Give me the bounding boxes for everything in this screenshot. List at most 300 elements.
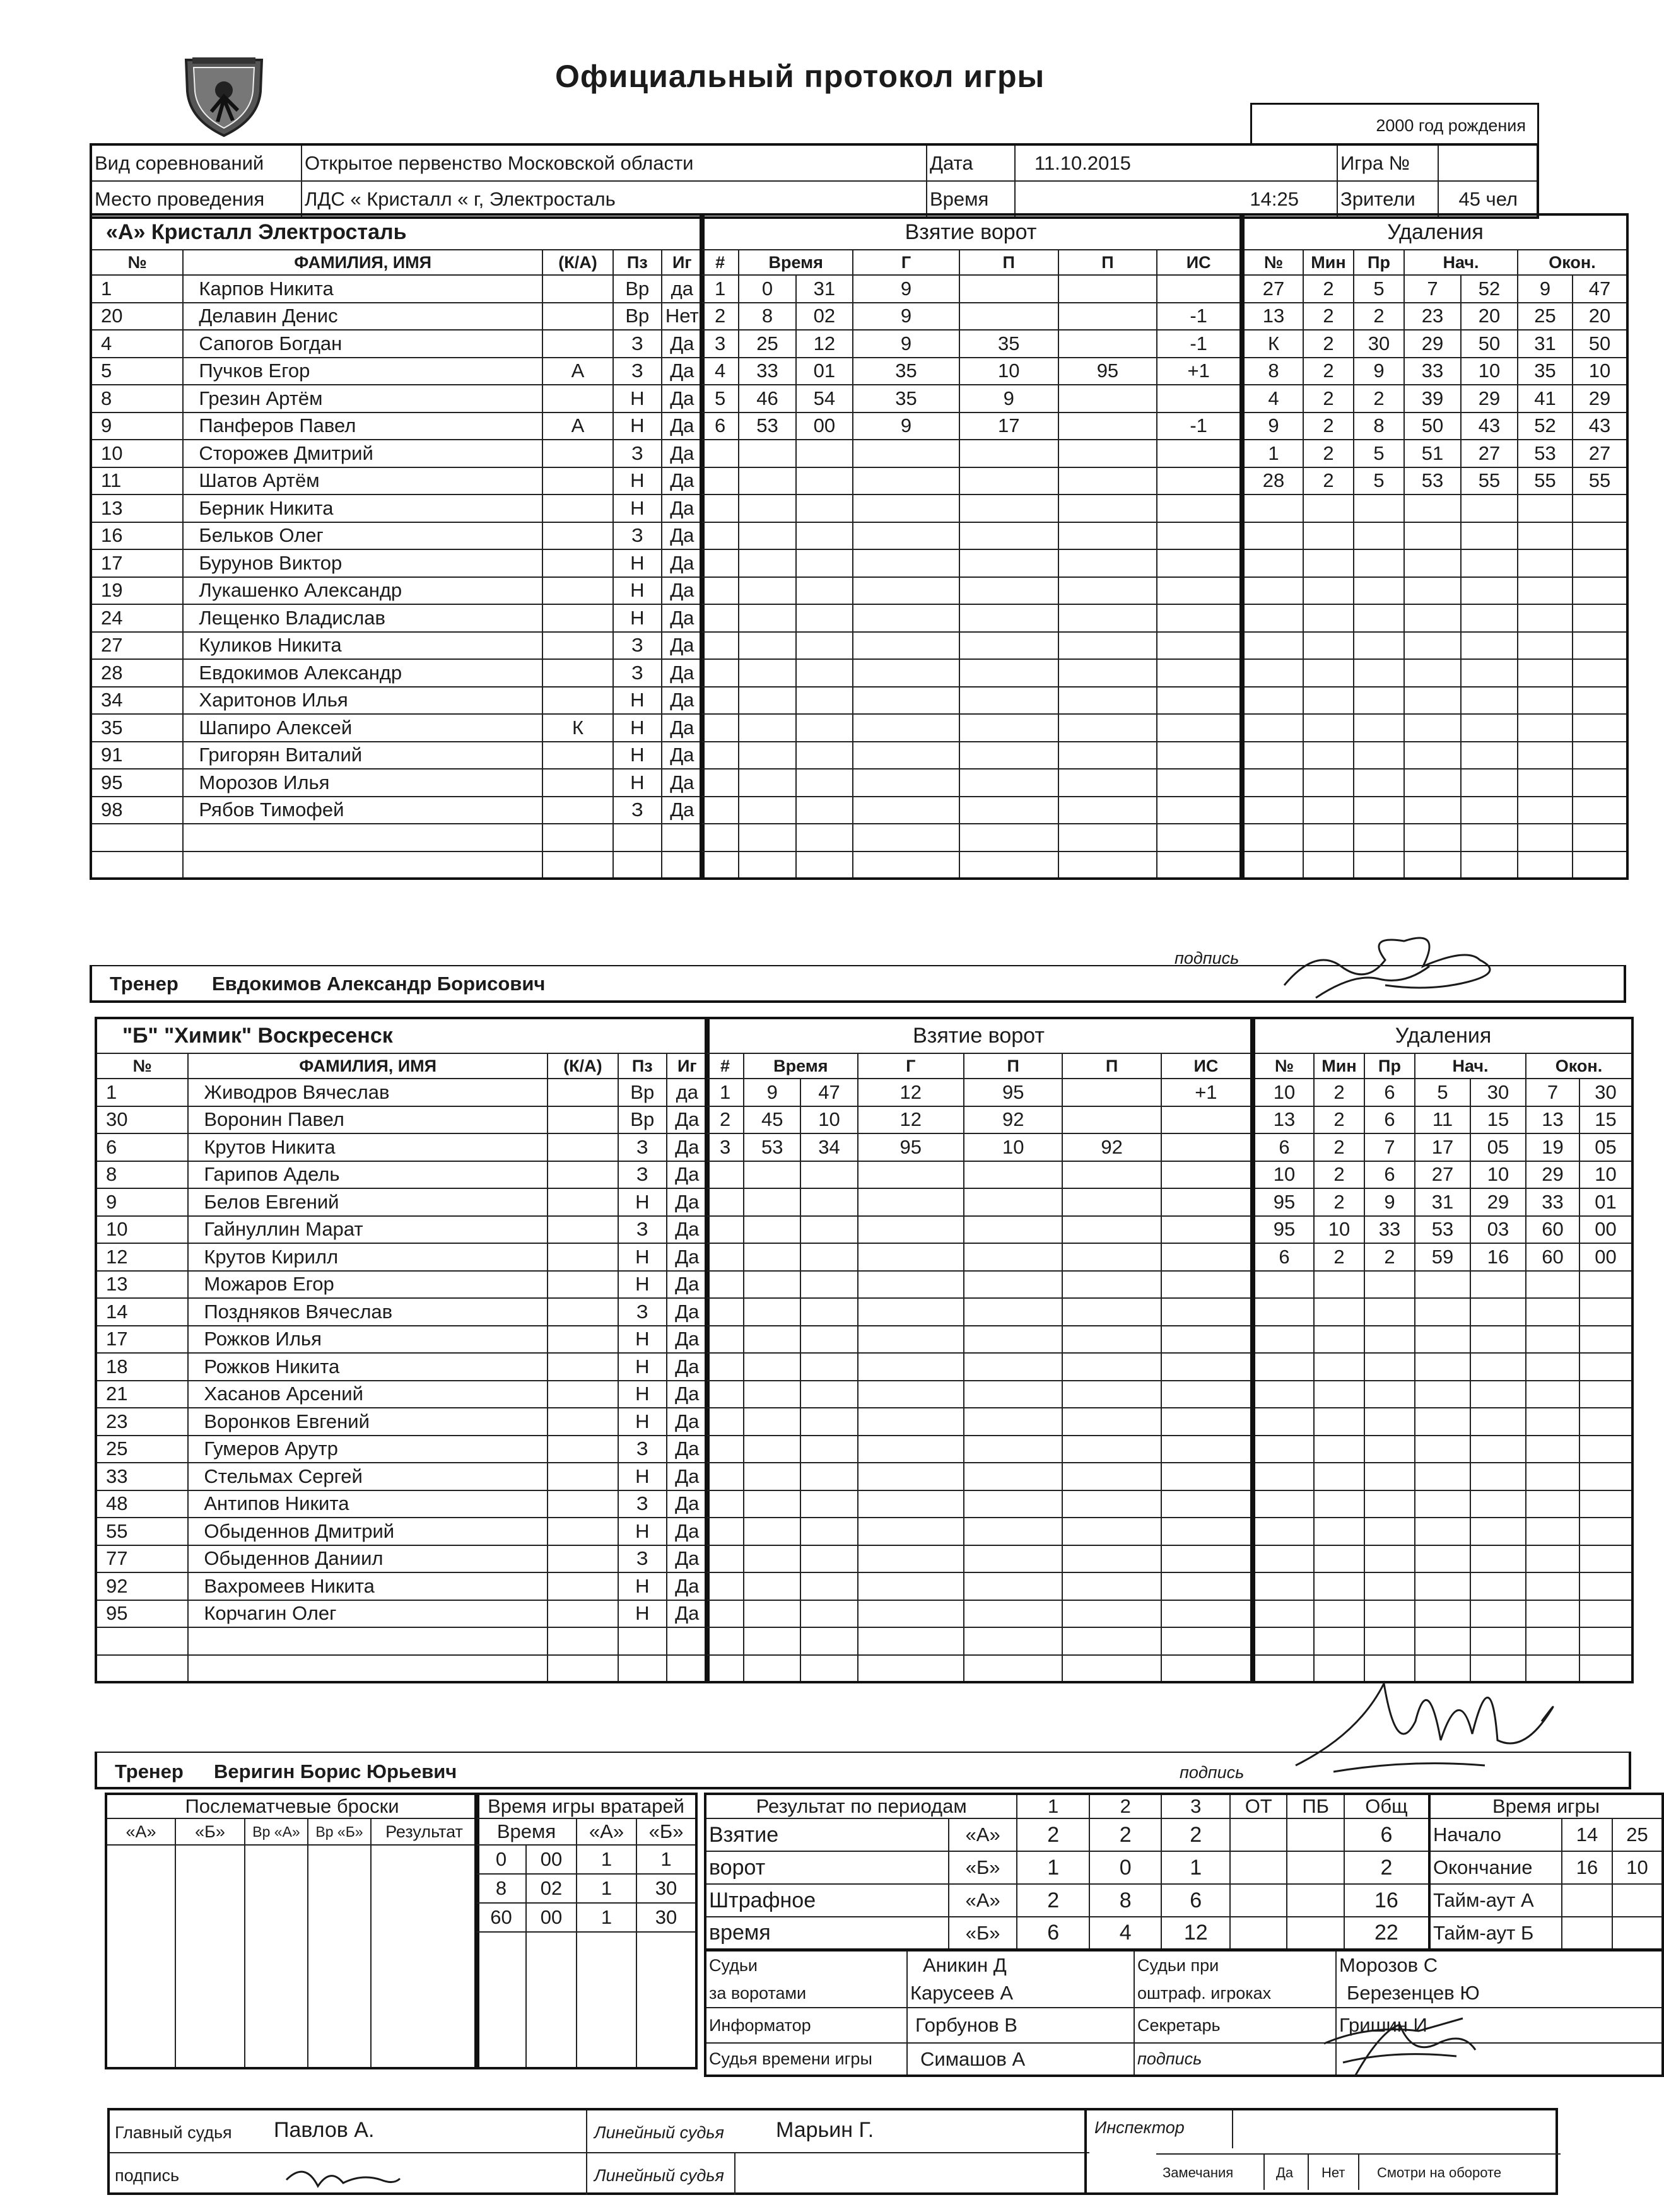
goal-second: [796, 714, 853, 742]
penalty-end-sec: [1573, 549, 1627, 577]
penalty-start-min: [1415, 1600, 1470, 1628]
goal-second: [796, 467, 853, 495]
goal-minute: 45: [744, 1106, 800, 1134]
player-position: Вр: [613, 275, 662, 303]
team-b-roster: [95, 1017, 710, 1683]
penalty-player: [1254, 1463, 1314, 1490]
player-row: [91, 797, 703, 824]
goals-a-p1: 2: [1017, 1818, 1089, 1851]
penalty-start-min: [1404, 769, 1461, 797]
team-a-section: [90, 213, 1611, 1009]
place-value: ЛДС « Кристалл « г, Электросталь: [302, 181, 927, 218]
player-number: 10: [96, 1216, 188, 1244]
goal-situation: [1157, 851, 1241, 879]
player-name: Шатов Артём: [183, 467, 542, 495]
goal-scorer: [858, 1490, 964, 1518]
goal-judges: [907, 1950, 1134, 2008]
game-end-label: Окончание: [1429, 1851, 1562, 1884]
goal-assist-2: [1058, 742, 1157, 770]
penalty-end-min: [1518, 769, 1573, 797]
player-position: Вр: [618, 1106, 667, 1134]
player-position: Н: [618, 1408, 667, 1436]
shootout-col-goalie-b: Вр «Б»: [308, 1818, 371, 1845]
penalty-minutes: 2: [1303, 440, 1354, 467]
player-position: Н: [618, 1572, 667, 1600]
goal-row: [701, 385, 1241, 413]
penalty-end-sec: 15: [1579, 1106, 1632, 1134]
player-played: Да: [662, 467, 703, 495]
player-number: 14: [96, 1298, 188, 1326]
goal-assist-2: [1062, 1188, 1161, 1216]
penalty-row: [1254, 1572, 1632, 1600]
player-row: [91, 549, 703, 577]
goal-scorer: [853, 440, 959, 467]
goal-scorer: [858, 1408, 964, 1436]
penalty-row: [1254, 1436, 1632, 1463]
goal-row: [706, 1463, 1251, 1490]
goal-second: 02: [796, 303, 853, 331]
penalty-end-sec: 50: [1573, 330, 1627, 358]
penalty-player: [1254, 1518, 1314, 1545]
penalty-reason: 5: [1354, 275, 1404, 303]
player-played: Да: [667, 1298, 708, 1326]
player-number: 21: [96, 1381, 188, 1408]
penalty-start-min: 50: [1404, 413, 1461, 440]
penalty-minutes: [1314, 1490, 1364, 1518]
player-row: [96, 1161, 708, 1189]
penalty-row: [1254, 1518, 1632, 1545]
goal-minute: [739, 687, 795, 715]
goal-assist-1: [959, 851, 1058, 879]
goal-minute: [739, 659, 795, 687]
player-row: [91, 632, 703, 660]
penalty-row: [1254, 1271, 1632, 1299]
penalty-end-min: 29: [1526, 1161, 1579, 1189]
goal-row: [706, 1408, 1251, 1436]
penalty-minutes: [1314, 1436, 1364, 1463]
penalty-end-min: [1518, 632, 1573, 660]
goals-b-so: [1287, 1851, 1344, 1884]
penalty-minutes: [1303, 824, 1354, 851]
player-number: 18: [96, 1353, 188, 1381]
goal-assist-1: 10: [959, 358, 1058, 385]
goal-minute: [739, 769, 795, 797]
game-end-minute: 10: [1612, 1851, 1663, 1884]
player-number: 9: [96, 1188, 188, 1216]
penalty-start-sec: 03: [1470, 1216, 1526, 1244]
penalty-minutes: 2: [1303, 358, 1354, 385]
penalty-reason: 8: [1354, 413, 1404, 440]
goalie-a-number: 1: [577, 1874, 636, 1903]
penalty-start-sec: 16: [1470, 1243, 1526, 1271]
goal-situation: -1: [1157, 330, 1241, 358]
player-position: Н: [613, 577, 662, 605]
player-played: Да: [667, 1188, 708, 1216]
goal-assist-1: [964, 1188, 1062, 1216]
penalty-minutes: [1314, 1298, 1364, 1326]
player-played: Да: [667, 1600, 708, 1628]
penalty-start-min: 29: [1404, 330, 1461, 358]
penalty-reason: 5: [1354, 440, 1404, 467]
penalty-row: [1254, 1216, 1632, 1244]
goal-minute: 8: [739, 303, 795, 331]
goal-row: [701, 549, 1241, 577]
goalie-change-second: 00: [526, 1903, 577, 1932]
penalty-start-min: 27: [1415, 1161, 1470, 1189]
team-a-coach-name: Евдокимов Александр Борисович: [212, 973, 546, 995]
secretary-name: Гришин И: [1336, 2008, 1663, 2043]
officials-table: [704, 1949, 1664, 2077]
goal-minute: [744, 1243, 800, 1271]
birth-year: 2000 год рождения: [1376, 116, 1526, 135]
goalie-col-time: Время: [476, 1818, 577, 1845]
player-role: [548, 1106, 618, 1134]
penalty-end-min: 33: [1526, 1188, 1579, 1216]
penalty-player: 28: [1243, 467, 1303, 495]
penalty-end-min: [1518, 549, 1573, 577]
goal-second: [800, 1463, 857, 1490]
player-name: Хасанов Арсений: [188, 1381, 548, 1408]
penalty-start-sec: [1461, 797, 1518, 824]
penalty-reason: 9: [1354, 358, 1404, 385]
player-position: Н: [613, 687, 662, 715]
player-role: [548, 1627, 618, 1655]
goal-row: [701, 330, 1241, 358]
goal-scorer: [853, 687, 959, 715]
penalty-end-sec: 29: [1573, 385, 1627, 413]
goal-assist-2: [1062, 1545, 1161, 1573]
penalty-start-sec: [1461, 851, 1518, 879]
pen-col-start: Нач.: [1415, 1053, 1526, 1079]
goal-second: [800, 1518, 857, 1545]
team-a-coach-row: [90, 949, 1626, 1003]
player-position: Вр: [618, 1079, 667, 1106]
penalty-end-sec: [1573, 714, 1627, 742]
penalty-end-min: [1526, 1600, 1579, 1628]
shootout-col-b: «Б»: [175, 1818, 245, 1845]
goal-assist-2: [1058, 797, 1157, 824]
penalty-end-sec: [1573, 522, 1627, 550]
player-name: Шапиро Алексей: [183, 714, 542, 742]
penalty-row: [1243, 385, 1627, 413]
penalty-reason: 2: [1354, 385, 1404, 413]
goal-assist-1: [964, 1436, 1062, 1463]
goal-scorer: [853, 824, 959, 851]
penalty-start-min: 31: [1415, 1188, 1470, 1216]
game-time-title: Время игры: [1429, 1794, 1663, 1818]
penalty-end-min: 60: [1526, 1216, 1579, 1244]
player-name: [188, 1655, 548, 1683]
goal-row: [706, 1216, 1251, 1244]
goal-minute: [744, 1627, 800, 1655]
timekeeper-name: Симашов А: [907, 2043, 1134, 2076]
goal-minute: [744, 1381, 800, 1408]
penalty-player: [1243, 851, 1303, 879]
player-position: З: [618, 1545, 667, 1573]
referees-section: [107, 2108, 1558, 2196]
player-row: [91, 714, 703, 742]
player-row: [96, 1463, 708, 1490]
goal-scorer: [858, 1518, 964, 1545]
goal-second: [800, 1161, 857, 1189]
penalty-end-min: [1518, 851, 1573, 879]
goal-number: [701, 742, 739, 770]
goal-assist-2: [1062, 1408, 1161, 1436]
penalty-start-sec: [1470, 1436, 1526, 1463]
goal-assist-2: [1062, 1381, 1161, 1408]
penalty-reason: [1364, 1298, 1415, 1326]
goalie-time-title: Время игры вратарей: [476, 1794, 696, 1818]
goal-number: [706, 1243, 744, 1271]
player-row: [96, 1655, 708, 1683]
penalty-start-min: 33: [1404, 358, 1461, 385]
player-name: Белов Евгений: [188, 1188, 548, 1216]
penalty-end-sec: [1579, 1298, 1632, 1326]
goal-second: [800, 1188, 857, 1216]
penalty-end-min: [1526, 1353, 1579, 1381]
penalty-reason: [1364, 1490, 1415, 1518]
goal-scorer: [853, 494, 959, 522]
penalty-row: [1254, 1490, 1632, 1518]
penalty-start-sec: 05: [1470, 1133, 1526, 1161]
goal-minute: 46: [739, 385, 795, 413]
player-number: 27: [91, 632, 183, 660]
penalty-minutes: [1314, 1518, 1364, 1545]
penalty-end-sec: 47: [1573, 275, 1627, 303]
goal-scorer: [858, 1161, 964, 1189]
period-3: 3: [1161, 1794, 1230, 1818]
goal-second: [796, 632, 853, 660]
player-position: Н: [618, 1381, 667, 1408]
penalty-start-min: [1415, 1518, 1470, 1545]
goal-row: [706, 1627, 1251, 1655]
player-name: Берник Никита: [183, 494, 542, 522]
main-referee-signature: [280, 2155, 406, 2196]
goal-minute: [739, 604, 795, 632]
goal-situation: [1161, 1545, 1251, 1573]
goal-second: [800, 1490, 857, 1518]
player-name: Панферов Павел: [183, 413, 542, 440]
goal-assist-2: [1058, 413, 1157, 440]
penalty-minutes: 2: [1314, 1133, 1364, 1161]
goal-second: [800, 1271, 857, 1299]
goal-col-situation: ИС: [1157, 250, 1241, 275]
penalty-end-sec: [1579, 1326, 1632, 1354]
goal-number: 6: [701, 413, 739, 440]
goal-scorer: 9: [853, 303, 959, 331]
goal-assist-1: [959, 604, 1058, 632]
goal-number: 1: [701, 275, 739, 303]
goal-number: 2: [701, 303, 739, 331]
player-role: К: [542, 714, 613, 742]
goal-scorer: [858, 1463, 964, 1490]
penalty-row: [1254, 1298, 1632, 1326]
player-role: [542, 303, 613, 331]
player-row: [96, 1408, 708, 1436]
penalty-start-sec: [1470, 1353, 1526, 1381]
notes-see-back: Смотри на обороте: [1377, 2165, 1502, 2180]
player-role: [542, 440, 613, 467]
penalty-end-sec: 00: [1579, 1216, 1632, 1244]
player-position: З: [618, 1133, 667, 1161]
goal-row: [701, 522, 1241, 550]
player-number: 11: [91, 467, 183, 495]
goal-assist-2: [1058, 303, 1157, 331]
player-name: Гайнуллин Марат: [188, 1216, 548, 1244]
penalty-row: [1243, 714, 1627, 742]
goal-col-time: Время: [739, 250, 853, 275]
goalie-col-b: «Б»: [636, 1818, 696, 1845]
competition-value: Открытое первенство Московской области: [302, 144, 927, 181]
linesman-2-label: Линейный судья: [594, 2166, 724, 2185]
col-pz: Пз: [613, 250, 662, 275]
goal-minute: 9: [744, 1079, 800, 1106]
penalty-reason: [1354, 824, 1404, 851]
player-number: 6: [96, 1133, 188, 1161]
goal-situation: [1161, 1106, 1251, 1134]
player-name: Живодров Вячеслав: [188, 1079, 548, 1106]
goal-situation: -1: [1157, 413, 1241, 440]
penalty-reason: [1364, 1436, 1415, 1463]
player-row: [96, 1188, 708, 1216]
goal-scorer: 35: [853, 385, 959, 413]
player-role: [548, 1381, 618, 1408]
date-label: Дата: [927, 144, 1015, 181]
player-row: [91, 742, 703, 770]
goal-second: 34: [800, 1133, 857, 1161]
player-name: Делавин Денис: [183, 303, 542, 331]
goal-number: [706, 1572, 744, 1600]
col-ig: Иг: [667, 1053, 708, 1079]
goal-number: [706, 1436, 744, 1463]
penalty-minutes: [1314, 1381, 1364, 1408]
player-role: А: [542, 413, 613, 440]
penalty-minutes: 2: [1303, 275, 1354, 303]
goal-scorer: 9: [853, 413, 959, 440]
goal-scorer: [858, 1298, 964, 1326]
goal-row: [706, 1188, 1251, 1216]
goal-minute: [744, 1326, 800, 1354]
penalty-end-min: [1518, 824, 1573, 851]
penalty-end-sec: [1579, 1408, 1632, 1436]
player-role: [542, 467, 613, 495]
goal-number: 5: [701, 385, 739, 413]
goal-number: [701, 440, 739, 467]
goal-number: [701, 659, 739, 687]
goal-situation: [1157, 440, 1241, 467]
player-name: Пучков Егор: [183, 358, 542, 385]
penalty-start-min: [1404, 494, 1461, 522]
goal-assist-2: [1062, 1298, 1161, 1326]
penalty-player: [1243, 769, 1303, 797]
col-number: №: [91, 250, 183, 275]
goalie-time-table: [474, 1793, 698, 2069]
penalty-reason: [1364, 1463, 1415, 1490]
goal-number: [706, 1600, 744, 1628]
penalty-reason: [1354, 769, 1404, 797]
goal-situation: [1161, 1216, 1251, 1244]
goal-assist-1: 92: [964, 1106, 1062, 1134]
goals-a-so: [1287, 1818, 1344, 1851]
penalty-minutes: [1303, 604, 1354, 632]
goal-row: [701, 413, 1241, 440]
goal-assist-2: [1058, 467, 1157, 495]
goal-situation: [1161, 1436, 1251, 1463]
goal-assist-2: [1058, 330, 1157, 358]
penalty-start-sec: 43: [1461, 413, 1518, 440]
shootout-col-goalie-a: Вр «А»: [245, 1818, 308, 1845]
player-number: 19: [91, 577, 183, 605]
penalty-start-sec: [1461, 577, 1518, 605]
player-row: [91, 275, 703, 303]
goal-col-assist2: П: [1058, 250, 1157, 275]
player-role: [542, 851, 613, 879]
goal-row: [706, 1436, 1251, 1463]
penalty-player: 8: [1243, 358, 1303, 385]
penalty-end-sec: 20: [1573, 303, 1627, 331]
player-number: 8: [91, 385, 183, 413]
goal-scorer: [853, 797, 959, 824]
penalty-player: [1254, 1545, 1314, 1573]
league-logo: [180, 54, 268, 139]
goal-assist-1: [964, 1381, 1062, 1408]
player-name: Стельмах Сергей: [188, 1463, 548, 1490]
goal-situation: +1: [1161, 1079, 1251, 1106]
penalty-minutes: [1314, 1271, 1364, 1299]
player-played: Да: [667, 1490, 708, 1518]
player-name: Поздняков Вячеслав: [188, 1298, 548, 1326]
player-name: Морозов Илья: [183, 769, 542, 797]
penalty-end-min: [1526, 1408, 1579, 1436]
penalty-player: [1243, 522, 1303, 550]
penalty-player: 1: [1243, 440, 1303, 467]
goal-number: [706, 1381, 744, 1408]
goal-situation: -1: [1157, 303, 1241, 331]
goal-scorer: 35: [853, 358, 959, 385]
penalty-end-sec: 05: [1579, 1133, 1632, 1161]
penalty-row: [1243, 769, 1627, 797]
goal-number: [701, 824, 739, 851]
player-role: [548, 1463, 618, 1490]
player-role: [548, 1271, 618, 1299]
player-row: [91, 440, 703, 467]
birth-year-box: [1250, 103, 1539, 145]
goal-assist-1: [964, 1326, 1062, 1354]
goal-row: [706, 1298, 1251, 1326]
penalty-end-min: 25: [1518, 303, 1573, 331]
penalty-start-sec: [1470, 1298, 1526, 1326]
player-number: 17: [91, 549, 183, 577]
pen-col-end: Окон.: [1518, 250, 1627, 275]
penalty-end-min: [1526, 1326, 1579, 1354]
penalty-end-sec: [1573, 742, 1627, 770]
goal-scorer: 95: [858, 1133, 964, 1161]
penalty-start-min: [1404, 714, 1461, 742]
player-role: [548, 1572, 618, 1600]
goal-minute: [739, 632, 795, 660]
penalty-minutes: [1303, 714, 1354, 742]
goal-judges-label: [705, 1950, 907, 2008]
player-number: [91, 851, 183, 879]
pim-team-a-label: «А»: [949, 1884, 1017, 1917]
penalty-end-sec: [1579, 1381, 1632, 1408]
penalty-reason: [1354, 797, 1404, 824]
penalty-start-sec: [1470, 1600, 1526, 1628]
goalie-a-number: 1: [577, 1845, 636, 1874]
penalty-player: [1243, 494, 1303, 522]
player-position: [613, 851, 662, 879]
penalty-start-min: 53: [1404, 467, 1461, 495]
